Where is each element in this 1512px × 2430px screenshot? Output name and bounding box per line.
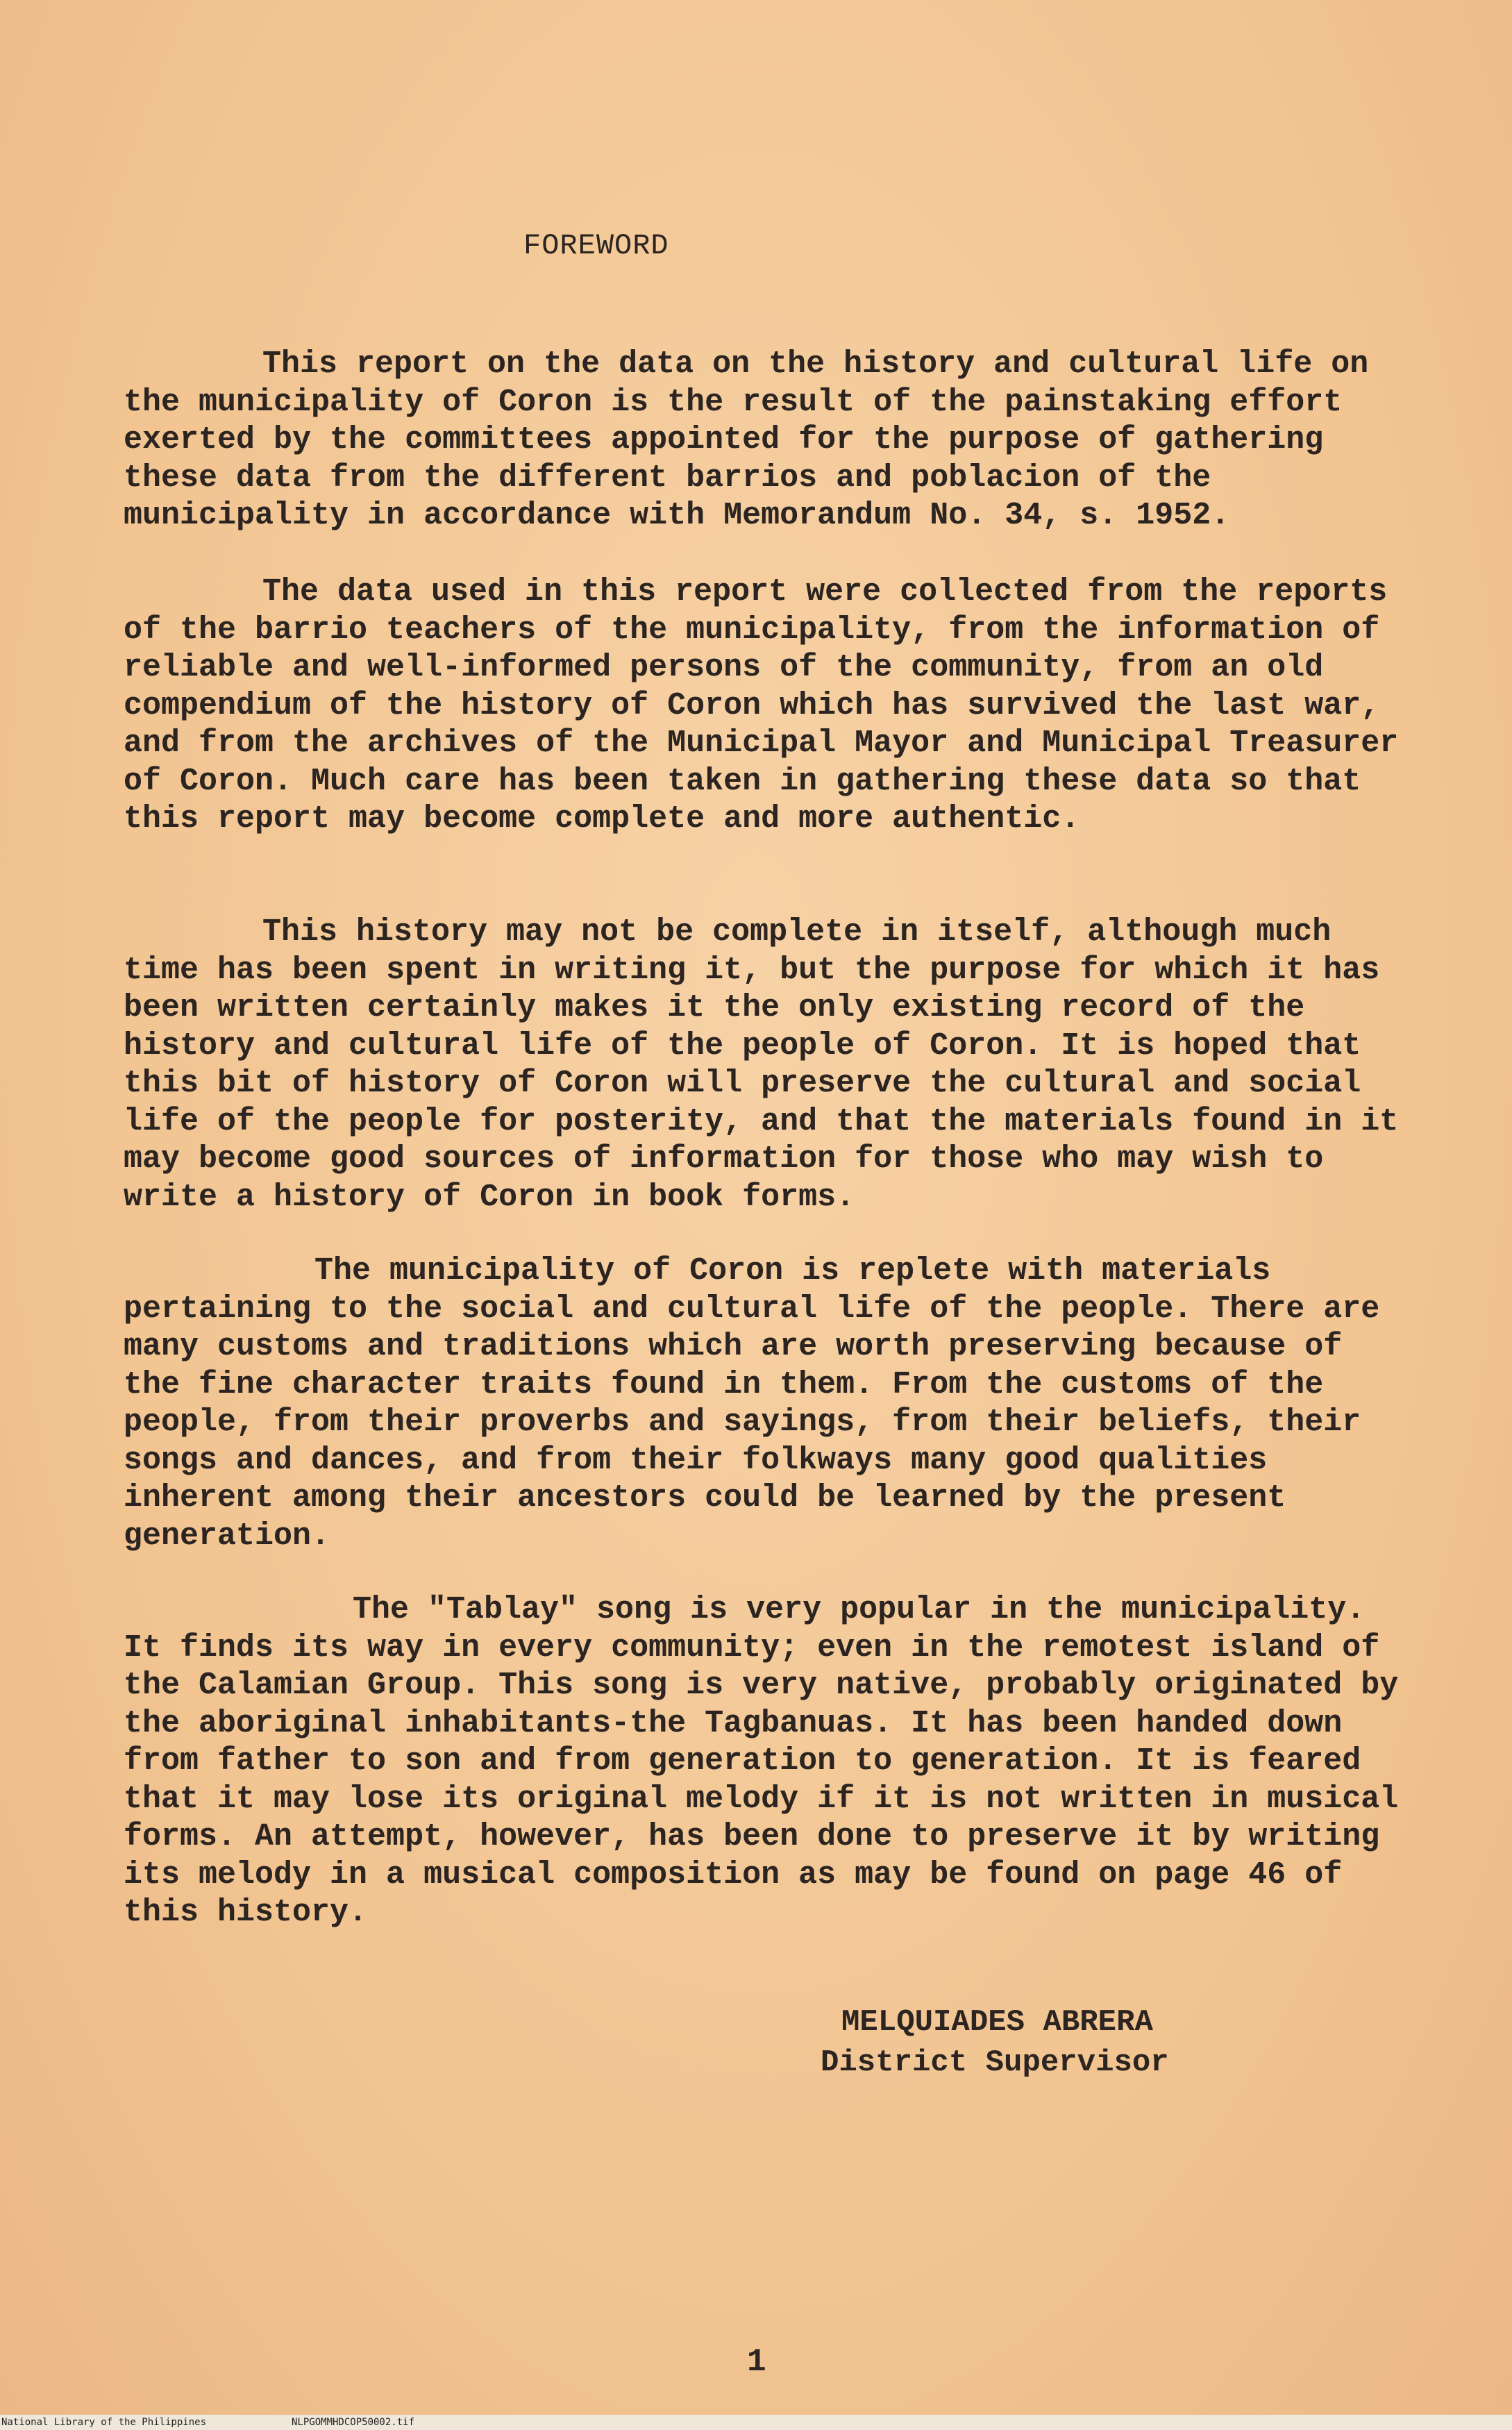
paragraph-customs: The municipality of Coron is replete with materials pertaining to the social and cultural life of the people. There are many customs and traditions which are worth preserving because of the fine character traits found in them. From the customs of the people, from their proverbs and sayings, from their beliefs, their songs and dances, and from their folkways many good qualities inherent among their ancestors could be learned by the present generation. — [124, 1253, 1380, 1554]
signature-block — [821, 2002, 1169, 2083]
signature-title: District Supervisor — [821, 2045, 1169, 2080]
footer-filename: NLPGOMMHDCOP50002.tif — [292, 2417, 415, 2428]
paragraph-tablay-song: The "Tablay" song is very popular in the municipality. It finds its way in every community; even in the remotest island of the Calamian Group. This song is very native, probably originated by the aboriginal inhabitants-the Tagbanuas. It has been handed down from father to son and from generation to generation. It is feared that it may lose its original melody if it is not written in musical forms. An attempt, however, has been done to preserve it by writing its melody in a musical composition as may be found on page 46 of this history. — [124, 1592, 1399, 1930]
signature-name: MELQUIADES ABRERA — [841, 2005, 1153, 2040]
paragraph-completeness: This history may not be complete in itself, although much time has been spent in writing it, but the purpose for which it has been written certainly makes it the only existing record of the history and cultural life of the people of Coron. It is hoped that this bit of history of Coron will preserve the cultural and social life of the people for posterity, and that the materials found in it may become good sources of information for those who may wish to write a history of Coron in book forms. — [124, 914, 1399, 1215]
paragraph-sources: The data used in this report were collected from the reports of the barrio teachers of the municipality, from the information of reliable and well-informed persons of the community, from an old compendium of the history of Coron which has survived the last war, and from the archives of the Municipal Mayor and Municipal Treasurer of Coron. Much care has been taken in gathering these data so that this report may become complete and more authentic. — [124, 574, 1399, 837]
page-title: FOREWORD — [523, 229, 669, 262]
paragraph-purpose: This report on the data on the history and cultural life on the municipality of Coron is the result of the painstaking effort exerted by the committees appointed for the purpose of gathering these data from the different barrios and poblacion of the municipality in accordance with Memorandum No. 34, s. 1952. — [124, 346, 1369, 533]
footer-library: National Library of the Philippines — [1, 2417, 207, 2428]
page-number: 1 — [747, 2344, 766, 2380]
scan-footer — [0, 2415, 1512, 2430]
